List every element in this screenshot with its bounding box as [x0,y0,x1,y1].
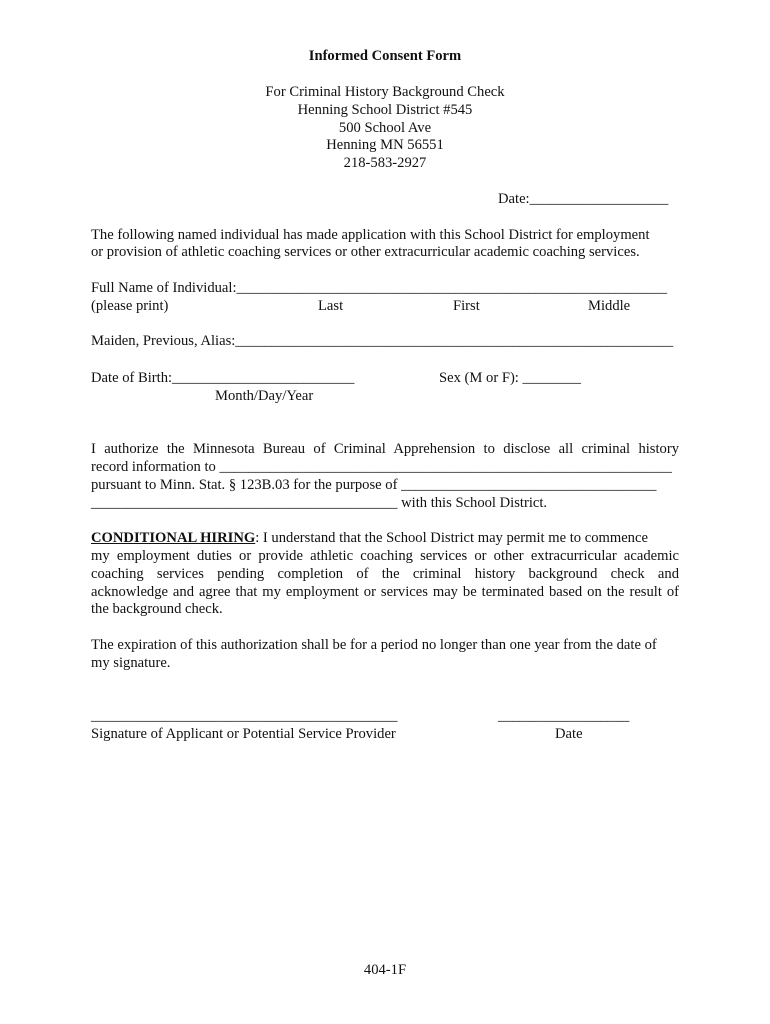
please-print-label: (please print) [91,298,169,314]
authorize-line-3: pursuant to Minn. Stat. § 123B.03 for the purpose of ___________________________________ [91,477,657,493]
expiration-line-1: The expiration of this authorization shall be for a period no longer than one year from the date of [91,637,657,653]
form-subtitle: For Criminal History Background Check [265,84,505,100]
form-title: Informed Consent Form [308,48,462,64]
dob-format-label: Month/Day/Year [215,388,314,404]
conditional-line-1 [91,529,648,547]
first-name-label: First [453,298,480,314]
signature-date-label: Date [555,726,583,742]
date-of-birth-field: Date of Birth:_________________________ [91,370,355,386]
form-code: 404-1F [363,962,407,978]
signature-line: __________________________________________ [91,708,398,724]
conditional-line-5: the background check. [91,601,223,617]
middle-name-label: Middle [588,298,631,314]
conditional-line-4: acknowledge and agree that my employment or services may be terminated based on the result of [91,584,679,600]
authorize-line-4: __________________________________________ with this School District. [91,495,548,511]
last-name-label: Last [318,298,344,314]
expiration-line-2: my signature. [91,655,171,671]
district-phone: 218-583-2927 [343,155,427,171]
intro-line-2: or provision of athletic coaching services or other extracurricular academic coaching services. [91,244,640,260]
authorize-line-2: record information to ______________________________________________________________ [91,459,672,475]
district-name: Henning School District #545 [297,102,473,118]
full-name-field: Full Name of Individual:___________________________________________________________ [91,280,668,296]
intro-line-1: The following named individual has made application with this School District for employment [91,227,650,243]
district-city: Henning MN 56551 [326,137,444,153]
maiden-alias-field: Maiden, Previous, Alias:____________________________________________________________ [91,333,674,349]
conditional-line-1-text: : I understand that the School District may permit me to commence [255,530,648,546]
authorize-line-1: I authorize the Minnesota Bureau of Criminal Apprehension to disclose all criminal history [91,441,679,457]
sex-field: Sex (M or F): ________ [439,370,581,386]
conditional-line-3: coaching services pending completion of the criminal history background check and [91,566,679,582]
signature-label: Signature of Applicant or Potential Service Provider [91,726,396,742]
signature-date-line: __________________ [498,708,630,724]
conditional-line-2: my employment duties or provide athletic coaching services or other extracurricular academic [91,548,679,564]
conditional-hiring-label: CONDITIONAL HIRING [91,530,256,546]
date-field: Date:___________________ [498,191,669,207]
district-street: 500 School Ave [338,120,432,136]
